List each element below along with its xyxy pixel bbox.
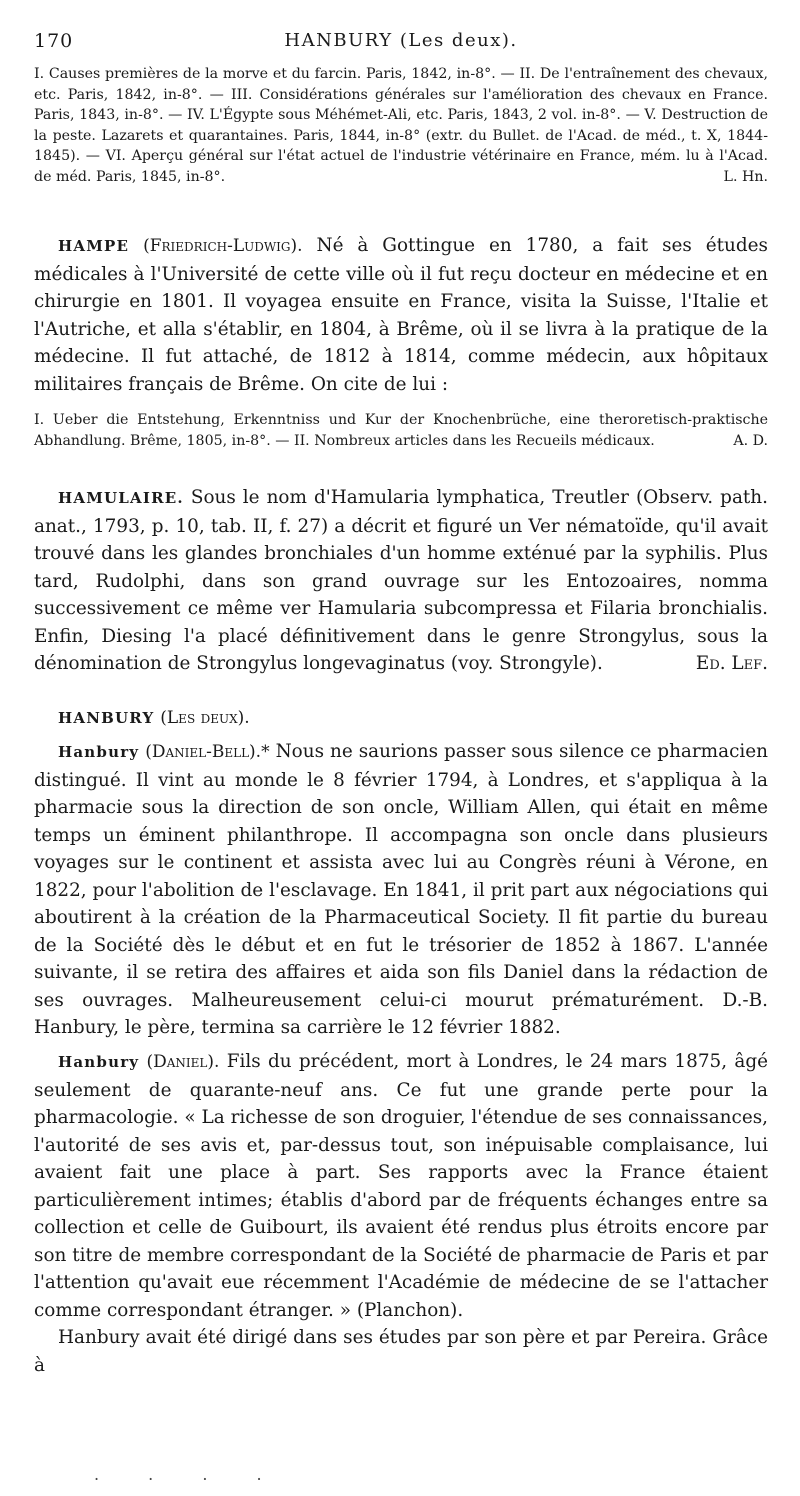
headword: HAMPE: [58, 237, 130, 255]
entry-hanbury-refs: [34, 64, 768, 187]
given-names: (Friedrich-Ludwig).: [143, 236, 303, 256]
running-title: HANBURY (Les deux).: [284, 30, 518, 51]
entry-body: Fils du précédent, mort à Londres, le 24 mars 1875, âgé seulement de quarante-neuf ans. Ce fut une grande perte pour la pharmacologie. « La richesse de son droguier, l'étendue de ses connaissances, l'autorité de ses avis et, par-dessus tout, son inépuisable complaisance, lui avaient fait une place à part. Ses rapports avec la France étaient particulièrement intimes; établis d'abord par de fréquents échanges entre sa collection et celle de Guibourt, ils avaient été rendus plus étroits encore par son titre de membre correspondant de la Société de pharmacie de Paris et par l'attention qu'avait eue récemment l'Académie de médecine de se l'attacher comme correspondant étranger. » (Planchon).: [34, 1051, 768, 1321]
bibliography-list: [34, 410, 768, 451]
bibliography-text: I. Causes premières de la morve et du farcin. Paris, 1842, in-8°. — II. De l'entraînement des chevaux, etc. Paris, 1842, in-8°. — III. Considérations générales sur l'amélioration des chevaux en France. Paris, 1843, in-8°. — IV. L'Égypte sous Méhémet-Ali, etc. Paris, 1843, 2 vol. in-8°. — V. Destruction de la peste. Lazarets et quarantaines. Paris, 1844, in-8° (extr. du Bullet. de l'Acad. de méd., t. X, 1844-1845). — VI. Aperçu général sur l'état actuel de l'industrie vétérinaire en France, mém. lu à l'Acad. de méd. Paris, 1845, in-8°.: [34, 66, 768, 185]
headword: Hanbury: [58, 1053, 140, 1071]
headword: HAMULAIRE.: [58, 489, 184, 507]
bibliography-list: [34, 64, 768, 187]
page-number: 170: [34, 30, 74, 52]
entry-body: Sous le nom d'Hamularia lymphatica, Treutler (Observ. path. anat., 1793, p. 10, tab. II, f. 27) a décrit et figuré un Ver nématoïde, qu'il avait trouvé dans les glandes bronchiales d'un homme exténué par la syphilis. Plus tard, Rudolphi, dans son grand ouvrage sur les Entozoaires, nomma successivement ce même ver Hamularia subcompressa et Filaria bronchialis. Enfin, Diesing l'a placé définitivement dans le genre Strongylus, sous la dénomination de Strongylus longevaginatus (voy. Strongyle).: [34, 487, 768, 674]
entry-body: Nous ne saurions passer sous silence ce pharmacien distingué. Il vint au monde le 8 février 1794, à Londres, et s'appliqua à la pharmacie sous la direction de son oncle, William Allen, qui était en même temps un éminent philanthrope. Il accompagna son oncle dans plusieurs voyages sur le continent et assista avec lui au Congrès réuni à Vérone, en 1822, pour l'abolition de l'esclavage. En 1841, il prit part aux négociations qui aboutirent à la création de la Pharmaceutical Society. Il fit partie du bureau de la Société dès le début et en fut le trésorier de 1852 à 1867. L'année suivante, il se retira des affaires et aida son fils Daniel dans la rédaction de ses ouvrages. Malheureusement celui-ci mourut prématurément. D.-B. Hanbury, le père, termina sa carrière le 12 février 1882.: [34, 741, 768, 1038]
entry-paragraph: [34, 1048, 768, 1324]
running-header: [34, 30, 768, 56]
entry-paragraph: [34, 232, 768, 398]
entry-heading: [34, 704, 768, 733]
bibliography-text: I. Ueber die Entstehung, Erkenntniss und Kur der Knochenbrüche, eine theroretisch-praktische Abhandlung. Brême, 1805, in-8°. — II. Nombreux articles dans les Recueils médicaux.: [34, 412, 768, 449]
author-signature: A. D.: [733, 432, 768, 449]
entry-hanbury-daniel: [34, 1048, 768, 1379]
footer-dots: . . . .: [94, 1465, 284, 1484]
entry-hanbury-daniel-bell: [34, 738, 768, 1042]
given-names: (Daniel-Bell).*: [145, 742, 270, 762]
headword: Hanbury: [58, 743, 140, 761]
entry-body: Né à Gottingue en 1780, a fait ses études médicales à l'Université de cette ville où il fut reçu docteur en médecine et en chirurgie en 1801. Il voyagea ensuite en France, visita la Suisse, l'Italie et l'Autriche, et alla s'établir, en 1804, à Brême, où il se livra à la pratique de la médecine. Il fut attaché, de 1812 à 1814, comme médecin, aux hôpitaux militaires français de Brême. On cite de lui :: [34, 235, 768, 395]
entry-paragraph: [34, 484, 768, 678]
given-names: (Les deux).: [160, 708, 250, 728]
author-signature: Ed. Lef.: [695, 653, 768, 674]
entry-hanbury-les-deux: [34, 704, 768, 733]
author-signature: L. Hn.: [723, 168, 768, 185]
headword: HANBURY: [58, 709, 155, 727]
entry-hampe: [34, 232, 768, 451]
given-names: (Daniel).: [146, 1052, 220, 1072]
entry-continuation: Hanbury avait été dirigé dans ses études par son père et par Pereira. Grâce à: [34, 1327, 768, 1376]
entry-hamulaire: [34, 484, 768, 678]
entry-paragraph: [34, 738, 768, 1042]
